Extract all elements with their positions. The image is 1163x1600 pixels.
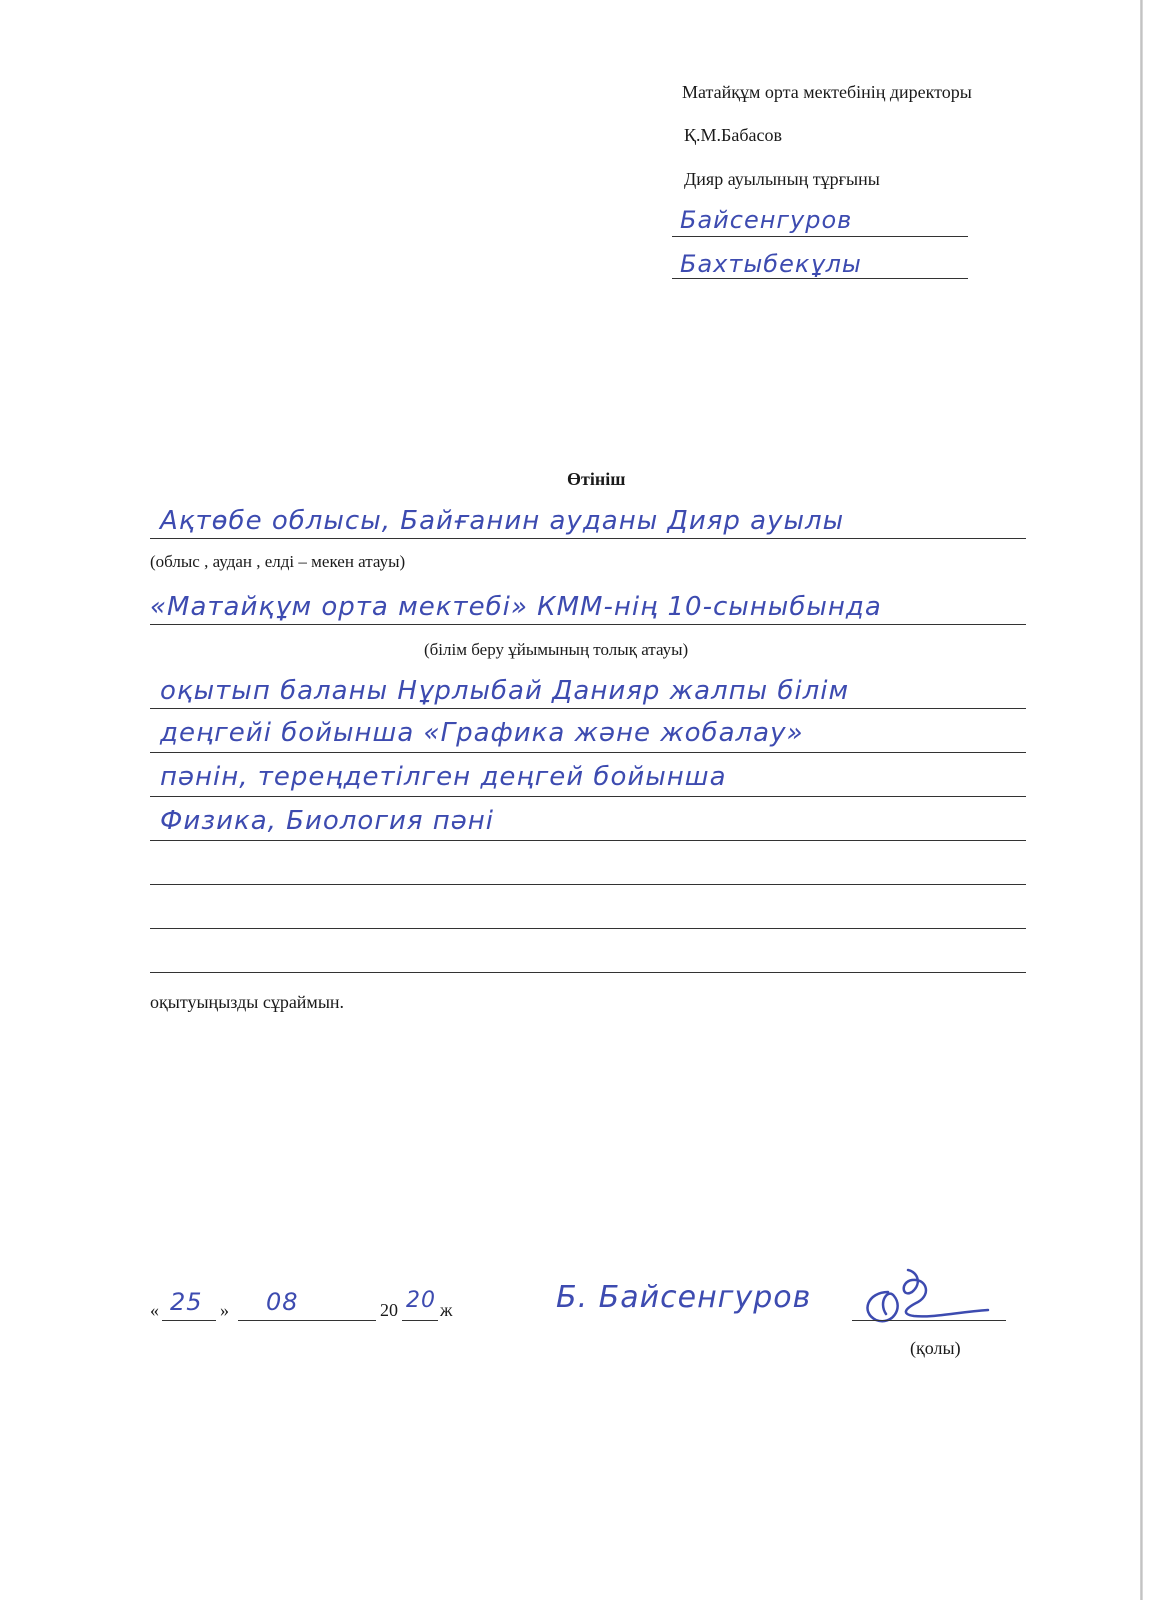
signature-underline: [852, 1320, 1006, 1321]
text-line-4: Физика, Биология пәні: [160, 806, 495, 836]
director-name: Қ.М.Бабасов: [684, 125, 782, 145]
applicant-name: Бахтыбекұлы: [680, 250, 862, 278]
school-underline: [150, 624, 1026, 625]
text-line-1: оқытып баланы Нұрлыбай Данияр жалпы білім: [160, 676, 850, 706]
text-rule-1: [150, 708, 1026, 709]
signature-caption: (қолы): [910, 1338, 961, 1358]
addressee-line: Матайқұм орта мектебінің директоры: [682, 82, 972, 102]
date-quote-open: «: [150, 1300, 159, 1320]
text-rule-3: [150, 796, 1026, 797]
text-rule-2: [150, 752, 1026, 753]
surname-underline: [672, 236, 968, 237]
text-rule-7: [150, 972, 1026, 973]
text-rule-5: [150, 884, 1026, 885]
signature-name: Б. Байсенгуров: [556, 1280, 812, 1315]
closing-line: оқытуыңызды сұраймын.: [150, 992, 345, 1012]
text-rule-6: [150, 928, 1026, 929]
text-rule-4: [150, 840, 1026, 841]
day-underline: [162, 1320, 216, 1321]
school-value: «Матайқұм орта мектебі» КММ-нің 10-сыныбында: [150, 592, 882, 622]
document-title: Өтініш: [567, 469, 626, 489]
date-year-unit: ж: [440, 1300, 453, 1320]
location-underline: [150, 538, 1026, 539]
text-line-2: деңгейі бойынша «Графика және жобалау»: [160, 718, 804, 748]
applicant-surname: Байсенгуров: [680, 206, 853, 234]
date-month: 08: [266, 1288, 299, 1316]
date-year-suffix: 20: [406, 1288, 436, 1313]
signature-mark: [848, 1262, 1008, 1332]
school-caption: (білім беру ұйымының толық атауы): [424, 640, 689, 659]
location-value: Ақтөбе облысы, Байғанин ауданы Дияр ауылы: [160, 506, 845, 536]
location-caption: (облыс , аудан , елді – мекен атауы): [150, 552, 406, 571]
text-line-3: пәнін, тереңдетілген деңгей бойынша: [160, 762, 727, 792]
date-day: 25: [170, 1288, 203, 1316]
name-underline: [672, 278, 968, 279]
month-underline: [238, 1320, 376, 1321]
date-year-prefix: 20: [380, 1300, 398, 1320]
date-quote-close: »: [220, 1300, 229, 1320]
resident-line: Дияр ауылының тұрғыны: [684, 169, 880, 189]
year-underline: [402, 1320, 438, 1321]
scan-edge: [1140, 0, 1143, 1600]
